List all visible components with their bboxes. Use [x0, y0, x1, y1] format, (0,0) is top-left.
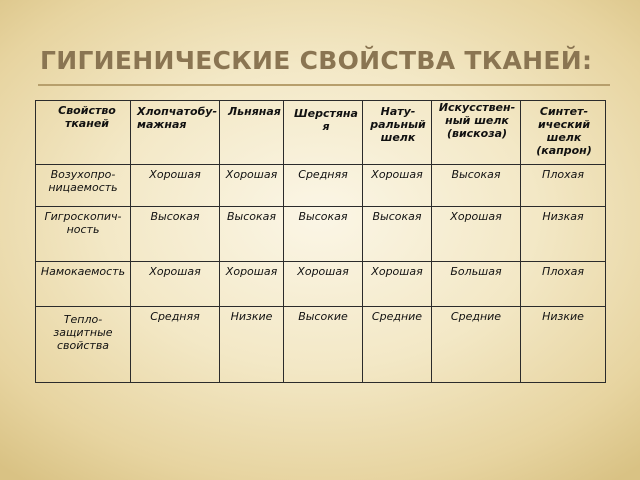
table-cell: Средние: [432, 307, 521, 383]
table-cell: Хорошая: [363, 262, 432, 307]
table-cell: Хорошая: [131, 165, 220, 207]
table-row: [36, 207, 606, 262]
table-row: [36, 307, 606, 383]
header-cell-wool: Шерстяна я: [284, 101, 363, 165]
header-cell-natural-silk: Нату-ральный шелк: [363, 101, 432, 165]
table-cell: Хорошая: [131, 262, 220, 307]
table-cell: Средние: [363, 307, 432, 383]
header-cell-viscose: Искусствен-ный шелк (вискоза): [432, 101, 521, 165]
table-cell: Высокие: [284, 307, 363, 383]
table-cell: Средняя: [284, 165, 363, 207]
table-row: [36, 165, 606, 207]
table-cell: Высокая: [432, 165, 521, 207]
table-cell: Большая: [432, 262, 521, 307]
row-label: Возухопро-ницаемость: [36, 165, 131, 207]
row-label: Гигроскопич-ность: [36, 207, 131, 262]
table-cell: Низкие: [521, 307, 606, 383]
table-cell: Низкие: [220, 307, 284, 383]
title-divider: [38, 84, 610, 86]
table-cell: Высокая: [363, 207, 432, 262]
row-label: Тепло-защитные свойства: [36, 307, 131, 383]
table-cell: Высокая: [131, 207, 220, 262]
table-cell: Высокая: [220, 207, 284, 262]
fabric-properties-table: [35, 100, 606, 383]
header-cell-cotton: Хлопчатобу-мажная: [131, 101, 220, 165]
header-cell-linen: Льняная: [220, 101, 284, 165]
table-cell: Хорошая: [284, 262, 363, 307]
table-cell: Хорошая: [220, 165, 284, 207]
table-cell: Хорошая: [363, 165, 432, 207]
slide-title: ГИГИЕНИЧЕСКИЕ СВОЙСТВА ТКАНЕЙ:: [40, 46, 593, 75]
table-cell: Высокая: [284, 207, 363, 262]
table-cell: Хорошая: [432, 207, 521, 262]
table-cell: Хорошая: [220, 262, 284, 307]
table-cell: Плохая: [521, 262, 606, 307]
table-cell: Плохая: [521, 165, 606, 207]
header-cell-property: Свойство тканей: [36, 101, 131, 165]
header-cell-nylon: Синтет-ический шелк (капрон): [521, 101, 606, 165]
table-cell: Низкая: [521, 207, 606, 262]
table-header-row: [36, 101, 606, 165]
table-row: [36, 262, 606, 307]
row-label: Намокаемость: [36, 262, 131, 307]
table-cell: Средняя: [131, 307, 220, 383]
